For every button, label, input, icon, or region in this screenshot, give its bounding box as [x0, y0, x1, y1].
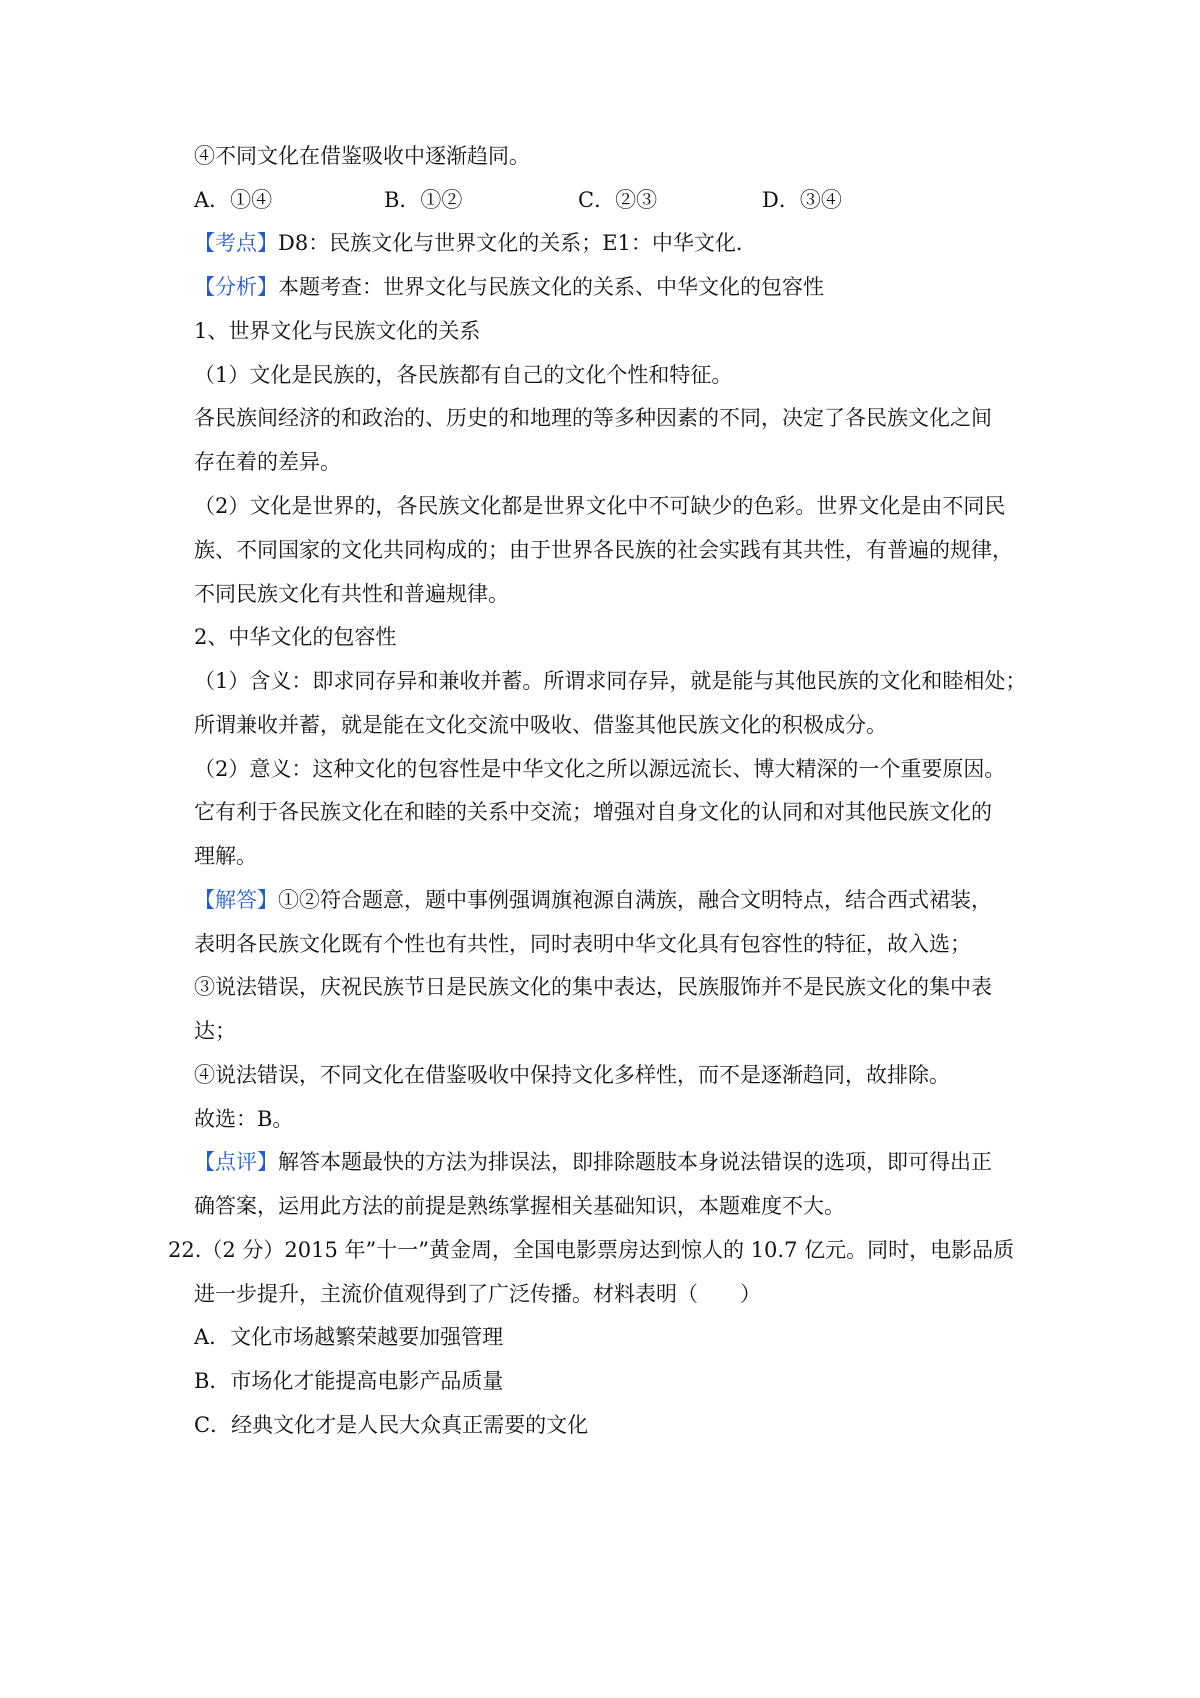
- fenxi-line-10: 所谓兼收并蓄，就是能在文化交流中吸收、借鉴其他民族文化的积极成分。: [194, 713, 887, 737]
- fenxi-line: [194, 273, 824, 301]
- dianping-text: 解答本题最快的方法为排误法，即排除题肢本身说法错误的选项，即可得出正: [278, 1150, 992, 1174]
- jieda-line-2: ③说法错误，庆祝民族节日是民族文化的集中表达，民族服饰并不是民族文化的集中表: [194, 975, 992, 999]
- kaodian-text: D8：民族文化与世界文化的关系；E1：中华文化．: [278, 231, 757, 255]
- fenxi-line-2: （1）文化是民族的，各民族都有自己的文化个性和特征。: [194, 363, 733, 387]
- fenxi-line-3: 各民族间经济的和政治的、历史的和地理的等多种因素的不同，决定了各民族文化之间: [194, 406, 992, 430]
- q21-option-a: A．①④: [194, 188, 273, 212]
- fenxi-line-13: 理解。: [194, 844, 257, 868]
- q21-item-4: ④不同文化在借鉴吸收中逐渐趋同。: [194, 144, 530, 168]
- jieda-line-5: 故选：B。: [194, 1107, 294, 1131]
- fenxi-line-4: 存在着的差异。: [194, 450, 341, 474]
- fenxi-line-11: （2）意义：这种文化的包容性是中华文化之所以源远流长、博大精深的一个重要原因。: [194, 757, 1006, 781]
- fenxi-line-6: 族、不同国家的文化共同构成的；由于世界各民族的社会实践有其共性，有普遍的规律，: [194, 538, 1013, 562]
- q22-stem-line-1: 22.（2 分）2015 年”十一”黄金周，全国电影票房达到惊人的 10.7 亿元。同时，电影品质: [168, 1238, 1015, 1262]
- fenxi-line-8: 2、中华文化的包容性: [194, 625, 397, 649]
- jieda-line: [194, 886, 992, 914]
- q22-option-c: C．经典文化才是人民大众真正需要的文化: [194, 1413, 589, 1437]
- fenxi-text: 本题考查：世界文化与民族文化的关系、中华文化的包容性: [278, 275, 824, 299]
- q22-stem-line-2: 进一步提升，主流价值观得到了广泛传播。材料表明（ ）: [194, 1282, 761, 1306]
- q22-option-a: A．文化市场越繁荣越要加强管理: [194, 1325, 504, 1349]
- jieda-line-3: 达；: [194, 1019, 236, 1043]
- dianping-line-2: 确答案，运用此方法的前提是熟练掌握相关基础知识，本题难度不大。: [194, 1194, 845, 1218]
- q21-option-b: B．①②: [384, 188, 463, 212]
- fenxi-line-7: 不同民族文化有共性和普遍规律。: [194, 582, 509, 606]
- fenxi-line-1: 1、世界文化与民族文化的关系: [194, 319, 481, 343]
- fenxi-tag: 【分析】: [194, 275, 278, 299]
- q22-option-b: B．市场化才能提高电影产品质量: [194, 1369, 504, 1393]
- jieda-line-4: ④说法错误，不同文化在借鉴吸收中保持文化多样性，而不是逐渐趋同，故排除。: [194, 1063, 950, 1087]
- dianping-line: [194, 1148, 992, 1176]
- kaodian-tag: 【考点】: [194, 231, 278, 255]
- kaodian-line: [194, 229, 757, 257]
- jieda-text: ①②符合题意，题中事例强调旗袍源自满族，融合文明特点，结合西式裙装，: [278, 888, 992, 912]
- jieda-tag: 【解答】: [194, 888, 278, 912]
- q21-option-c: C．②③: [578, 188, 658, 212]
- fenxi-line-5: （2）文化是世界的，各民族文化都是世界文化中不可缺少的色彩。世界文化是由不同民: [194, 494, 1006, 518]
- dianping-tag: 【点评】: [194, 1150, 278, 1174]
- fenxi-line-12: 它有利于各民族文化在和睦的关系中交流；增强对自身文化的认同和对其他民族文化的: [194, 800, 992, 824]
- fenxi-line-9: （1）含义：即求同存异和兼收并蓄。所谓求同存异，就是能与其他民族的文化和睦相处；: [194, 669, 1027, 693]
- jieda-line-1: 表明各民族文化既有个性也有共性，同时表明中华文化具有包容性的特征，故入选；: [194, 932, 971, 956]
- q21-option-d: D．③④: [762, 188, 842, 212]
